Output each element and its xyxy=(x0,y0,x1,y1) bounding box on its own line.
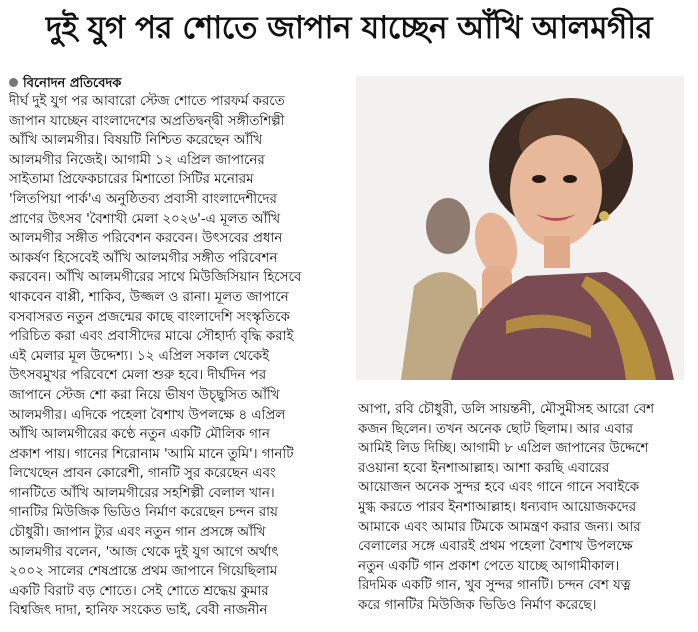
article-line: জাপানে স্টেজ শো করা নিয়ে ভীষণ উচ্ছ্বসিত আঁখি xyxy=(9,387,280,403)
article-line: রিদমিক একটি গান, খুব সুন্দর গানটি। চন্দন বেশ যত্ন xyxy=(358,578,631,594)
article-line: করে গানটির মিউজিক ভিডিও নির্মাণ করেছে। xyxy=(358,597,597,613)
portrait-photo xyxy=(356,76,684,380)
article-line: আমিই লিড দিচ্ছি। আগামী ৮ এপ্রিল জাপানের উদ্দেশে xyxy=(358,441,649,457)
article-line: ২০০২ সালের শেষপ্রান্তে প্রথম জাপানে গিয়েছিলাম xyxy=(9,564,278,580)
article-line: প্রকাশ পায়। গানের শিরোনাম 'আমি মানে তুমি'। গানটি xyxy=(9,446,294,462)
article-line: একটি বিরাট বড় শোতে। সেই শোতে শ্রদ্ধেয় কুমার xyxy=(9,583,269,599)
headline: দুই যুগ পর শোতে জাপান যাচ্ছেন আঁখি আলমগীর xyxy=(45,10,653,46)
article-line: আলমগীর নিজেই। আগামী ১২ এপ্রিল জাপানের xyxy=(9,152,265,168)
article-line: মুগ্ধ করতে পারব ইনশাআল্লাহ। ধন্যবাদ আয়োজকদের xyxy=(358,499,637,515)
article-line: নতুন একটি গান প্রকাশ পেতে যাচ্ছে আগামীকাল। xyxy=(358,558,620,574)
article-line: প্রাণের উৎসব 'বৈশাখী মেলা ২০২৬'-এ মূলত আঁখি xyxy=(9,211,281,227)
article-line: আঁখি আলমগীরের কণ্ঠে নতুন একটি মৌলিক গান xyxy=(9,427,270,443)
article-line: করবেন। আঁখি আলমগীরের সাথে মিউজিসিয়ান হিসেবে xyxy=(9,270,302,286)
article-line: আলমগীর বলেন, 'আজ থেকে দুই যুগ আগে অর্থাৎ xyxy=(9,544,279,560)
article-line: চৌধুরী। জাপান ট্যুর এবং নতুন গান প্রসঙ্গে আঁখি xyxy=(9,525,266,541)
article-line: আকর্ষণ হিসেবেই আঁখি আলমগীর সঙ্গীত পরিবেশন xyxy=(9,250,278,266)
article-line: জাপান যাচ্ছেন বাংলাদেশের অপ্রতিদ্বন্দ্বী সঙ্গীতশিল্পী xyxy=(9,113,285,129)
article-line: 'লিতপিয়া পার্ক'এ অনুষ্ঠিতব্য প্রবাসী বাংলাদেশীদের xyxy=(9,191,277,207)
article-column-2 xyxy=(358,400,688,616)
article-line: এই মেলার মূল উদ্দেশ্য। ১২ এপ্রিল সকাল থেকেই xyxy=(9,348,270,364)
article-line: সাইতামা প্রিফেকচারের মিশাতো সিটির মনোরম xyxy=(9,172,254,188)
article-line: বসবাসরত নতুন প্রজন্মের কাছে বাংলাদেশি সংস্কৃতিকে xyxy=(9,309,290,325)
article-line: কজন ছিলেন। তখন অনেক ছোট ছিলাম। আর এবার xyxy=(358,421,634,437)
article-line: বেলালের সঙ্গে এবারই প্রথম পহেলা বৈশাখ উপলক্ষে xyxy=(358,539,633,555)
article-line: আঁখি আলমগীর। বিষয়টি নিশ্চিত করেছেন আঁখি xyxy=(9,133,263,149)
article-line: লিখেছেন প্রাবন কোরেশী, গানটি সুর করেছেন এবং xyxy=(9,466,276,482)
article-line: গানটির মিউজিক ভিডিও নির্মাণ করেছেন চন্দন রায় xyxy=(9,505,278,521)
bullet-icon xyxy=(9,78,18,87)
article-line: উৎসবমুখর পরিবেশে মেলা শুরু হবে। দীর্ঘদিন পর xyxy=(9,368,267,384)
article-line: দীর্ঘ দুই যুগ পর আবারো স্টেজ শোতে পারফর্ম করতে xyxy=(9,94,285,109)
article-line: আলমগীর সঙ্গীত পরিবেশন করবেন। উৎসবের প্রধান xyxy=(9,231,283,247)
article-line: আপা, রবি চৌধুরী, ডলি সায়ন্তনী, মৌসুমীসহ আরো বেশ xyxy=(358,402,655,417)
article-line: বিশ্বজিৎ দাদা, হানিফ সংকেত ভাই, বেবী নাজনীন xyxy=(9,603,268,619)
article-line: আমাকে এবং আমার টিমকে আমন্ত্রণ করার জন্য। আর xyxy=(358,519,641,535)
article-line: গানটিতে আঁখি আলমগীরের সহশিল্পী বেলাল খান। xyxy=(9,485,275,501)
article-column-1 xyxy=(9,92,349,621)
byline-text: বিনোদন প্রতিবেদক xyxy=(23,76,122,91)
article-line: থাকবেন বাপ্পী, শাকিব, উজ্জল ও রানা। মূলত জাপানে xyxy=(9,289,289,305)
portrait-illustration xyxy=(356,76,684,380)
article-line: আলমগীর। এদিকে পহেলা বৈশাখ উপলক্ষে ৪ এপ্রিল xyxy=(9,407,286,423)
article-line: রওয়ানা হবো ইনশাআল্লাহ। আশা করছি এবারের xyxy=(358,460,610,476)
article-line: পরিচিত করা এবং প্রবাসীদের মাঝে সৌহার্দ্য বৃদ্ধি করাই xyxy=(9,329,294,345)
article-line: আয়োজন অনেক সুন্দর হবে এবং গানে গানে সবাইকে xyxy=(358,480,640,496)
